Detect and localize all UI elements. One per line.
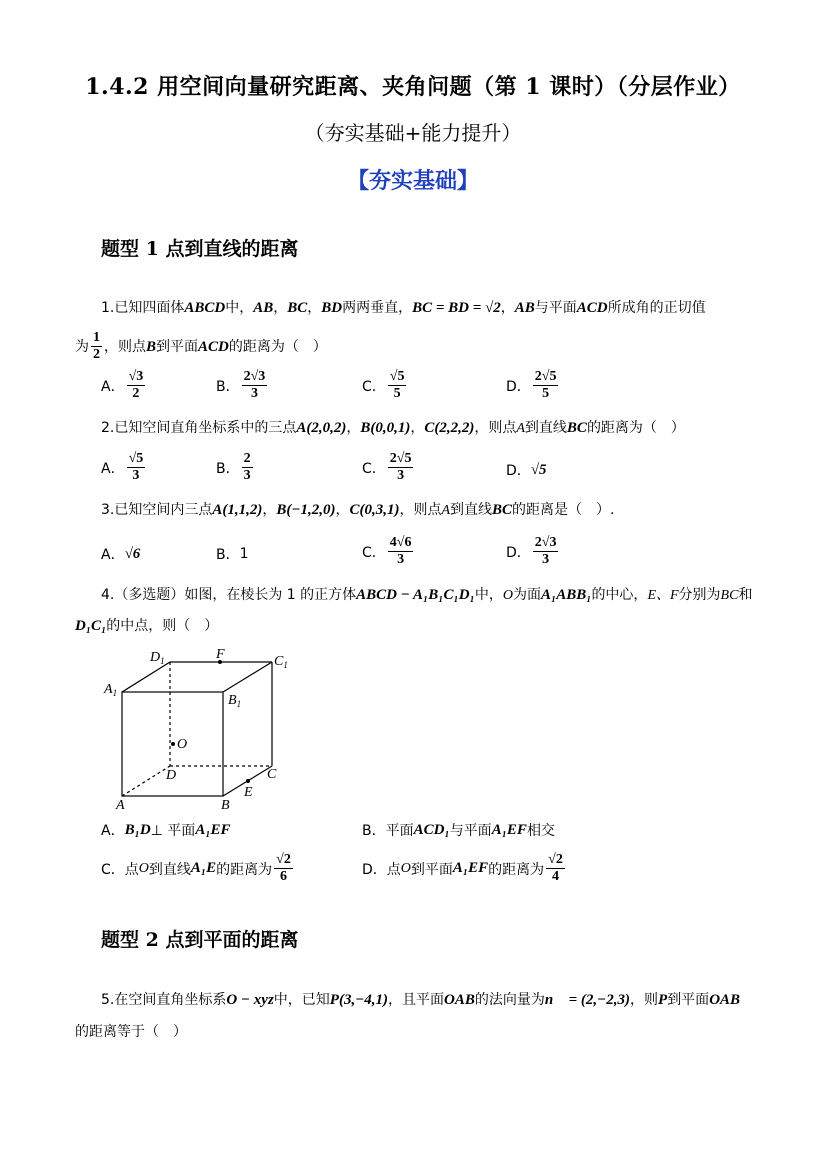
label-o: O [177,737,188,752]
q4-option-b[interactable]: B．平面 ACD₁ 与平面 A₁EF 相交 [362,821,555,839]
q3-option-d[interactable]: D． $\frac{2√3}{3}$ [506,535,557,567]
q3-option-a[interactable]: A． √6 [101,545,141,563]
q2-option-d[interactable]: D． √5 [506,461,547,479]
label-c: C [267,767,277,782]
q2-option-a[interactable]: A． $\frac{√5}{3}$ [101,451,144,483]
point-o [171,742,175,746]
question-5-line-2: 的距离等于（ ） [75,1024,187,1040]
label-b1: $B_1$ [228,693,242,709]
q2-option-b[interactable]: B． $\frac{2}{3}$ [216,451,251,483]
label-f: F [216,647,225,662]
q4-option-a[interactable]: A． B₁D ⊥ 平面 A₁EF [101,821,231,839]
question-4-line-1: 4.（多选题）如图，在棱长为 1 的正方体ABCD − A₁B₁C₁D₁中，O为面A₁ABB₁的中心，E、F分别为BC和 [101,587,753,603]
question-4-line-2: D₁C₁的中点，则（ ） [75,618,219,634]
label-a: A [116,798,125,813]
q3-option-b[interactable]: B． 1 [216,546,249,563]
label-d: D [166,768,177,783]
q4-option-d[interactable]: D．点 O 到平面 A₁EF 的距离为 $\frac{√2}{4}$ [362,852,563,884]
q3-option-c[interactable]: C． $\frac{4√6}{3}$ [362,535,412,567]
question-2: 2.已知空间直角坐标系中的三点A(2,0,2)，B(0,0,1)，C(2,2,2)，则点A到直线BC的距离为（ ） [101,420,685,436]
point-e [246,779,250,783]
q1-option-c[interactable]: C． $\frac{√5}{5}$ [362,369,405,401]
page-title: 1.4.2 用空间向量研究距离、夹角问题（第 1 课时）（分层作业） [85,74,741,100]
cube-figure [100,645,300,815]
page-subtitle: （夯实基础+能力提升） [304,121,522,145]
topic-heading-1: 题型 1 点到直线的距离 [101,238,299,260]
q4-option-c[interactable]: C．点 O 到直线 A₁E 的距离为 $\frac{√2}{6}$ [101,852,291,884]
q2-option-c[interactable]: C． $\frac{2√5}{3}$ [362,451,412,483]
section-heading: 【夯实基础】 [346,168,479,194]
label-e: E [244,785,253,800]
question-1-line-1: 1.已知四面体ABCD中，AB，BC，BD两两垂直，BC = BD = √2，AB与平面ACD所成角的正切值 [101,300,706,316]
label-a1: $A_1$ [104,682,118,698]
q1-option-a[interactable]: A． $\frac{√3}{2}$ [101,369,144,401]
label-d1: $D_1$ [150,650,165,666]
label-c1: $C_1$ [274,654,288,670]
q1-option-b[interactable]: B． $\frac{2√3}{3}$ [216,369,266,401]
question-5-line-1: 5.在空间直角坐标系O − xyz中，已知P(3,−4,1)，且平面OAB的法向量为n⃗ = (2,−2,3)，则P到平面OAB [101,992,741,1008]
question-3: 3.已知空间内三点A(1,1,2)，B(−1,2,0)，C(0,3,1)，则点A到直线BC的距离是（ ）. [101,502,615,518]
q1-option-d[interactable]: D． $\frac{2√5}{5}$ [506,369,557,401]
question-1-line-2: 为 $\frac{1}{2}$ ，则点 B 到平面 ACD 的距离为（ ） [75,330,327,362]
topic-heading-2: 题型 2 点到平面的距离 [101,929,299,951]
label-b: B [221,798,230,813]
